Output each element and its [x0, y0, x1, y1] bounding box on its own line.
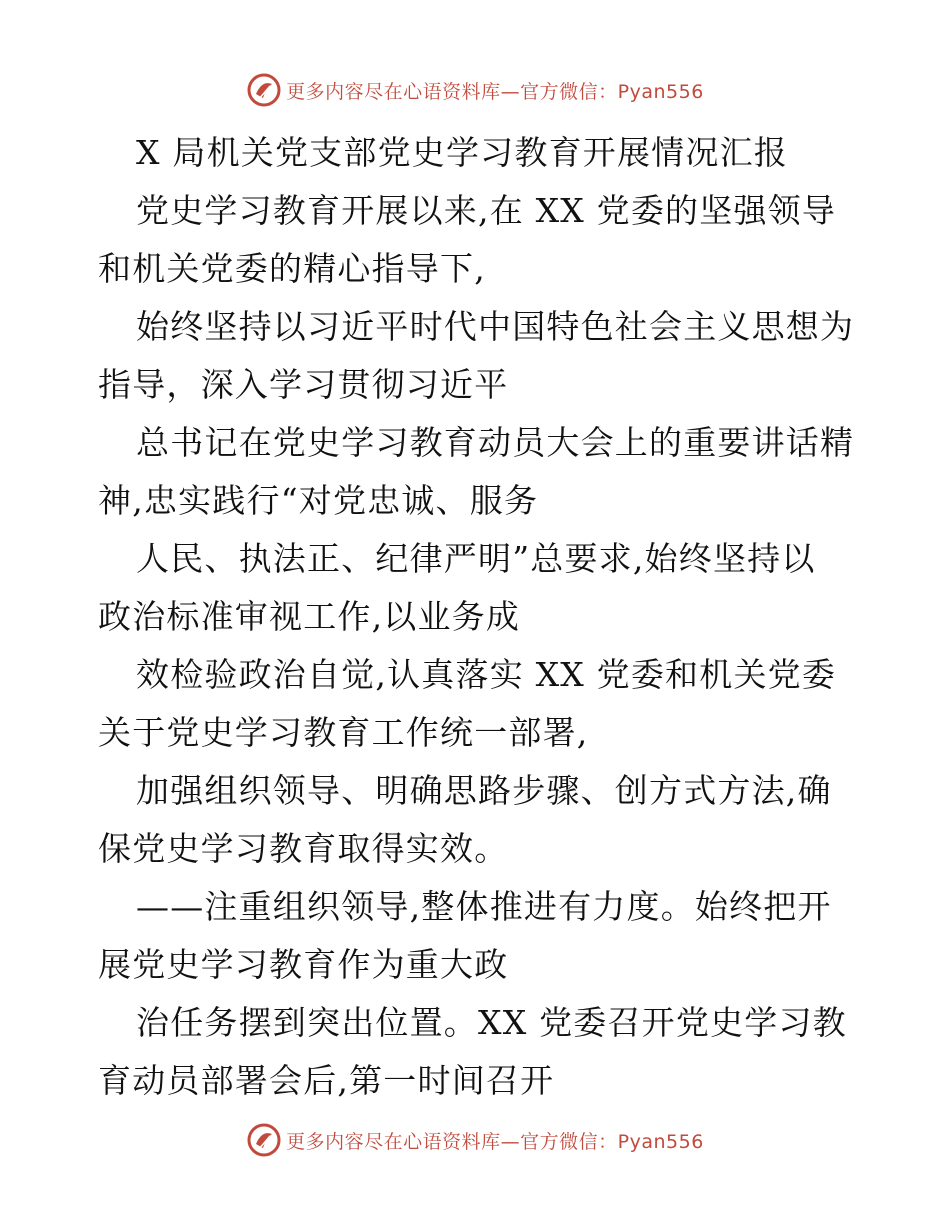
paragraph-line: 效检验政治自觉,认真落实 XX 党委和机关党委 — [136, 655, 837, 694]
paragraph-line: 党史学习教育开展以来,在 XX 党委的坚强领导 — [136, 191, 837, 230]
paragraph-line: 指导，深入学习贯彻习近平 — [98, 365, 509, 404]
brand-logo-icon — [246, 1122, 282, 1158]
header-banner-text: 更多内容尽在心语资料库—官方微信：Pyan556 — [286, 80, 704, 103]
paragraph-line: 和机关党委的精心指导下, — [98, 249, 486, 288]
brand-logo-icon — [246, 72, 282, 108]
footer-banner — [0, 1120, 950, 1160]
footer-banner-text: 更多内容尽在心语资料库—官方微信：Pyan556 — [286, 1130, 704, 1153]
paragraph-line: 政治标准审视工作,以业务成 — [98, 597, 521, 636]
paragraph-line: 加强组织领导、明确思路步骤、创方式方法,确 — [136, 771, 832, 810]
paragraph-line: 治任务摆到突出位置。XX 党委召开党史学习教 — [136, 1003, 847, 1042]
paragraph-line: 神,忠实践行“对党忠诚、服务 — [98, 481, 539, 520]
document-body — [98, 124, 858, 1110]
paragraph-line: 展党史学习教育作为重大政 — [98, 945, 509, 984]
paragraph-line: 总书记在党史学习教育动员大会上的重要讲话精 — [136, 423, 855, 462]
header-banner — [0, 70, 950, 110]
paragraph-line: 人民、执法正、纪律严明”总要求,始终坚持以 — [136, 539, 816, 578]
paragraph-line: 育动员部署会后,第一时间召开 — [98, 1061, 555, 1100]
paragraph-line: 关于党史学习教育工作统一部署, — [98, 713, 589, 752]
paragraph-line: 始终坚持以习近平时代中国特色社会主义思想为 — [136, 307, 855, 346]
paragraph-line: ——注重组织领导,整体推进有力度。始终把开 — [136, 887, 832, 926]
document-title: X 局机关党支部党史学习教育开展情况汇报 — [136, 133, 788, 172]
paragraph-line: 保党史学习教育取得实效。 — [98, 829, 509, 868]
